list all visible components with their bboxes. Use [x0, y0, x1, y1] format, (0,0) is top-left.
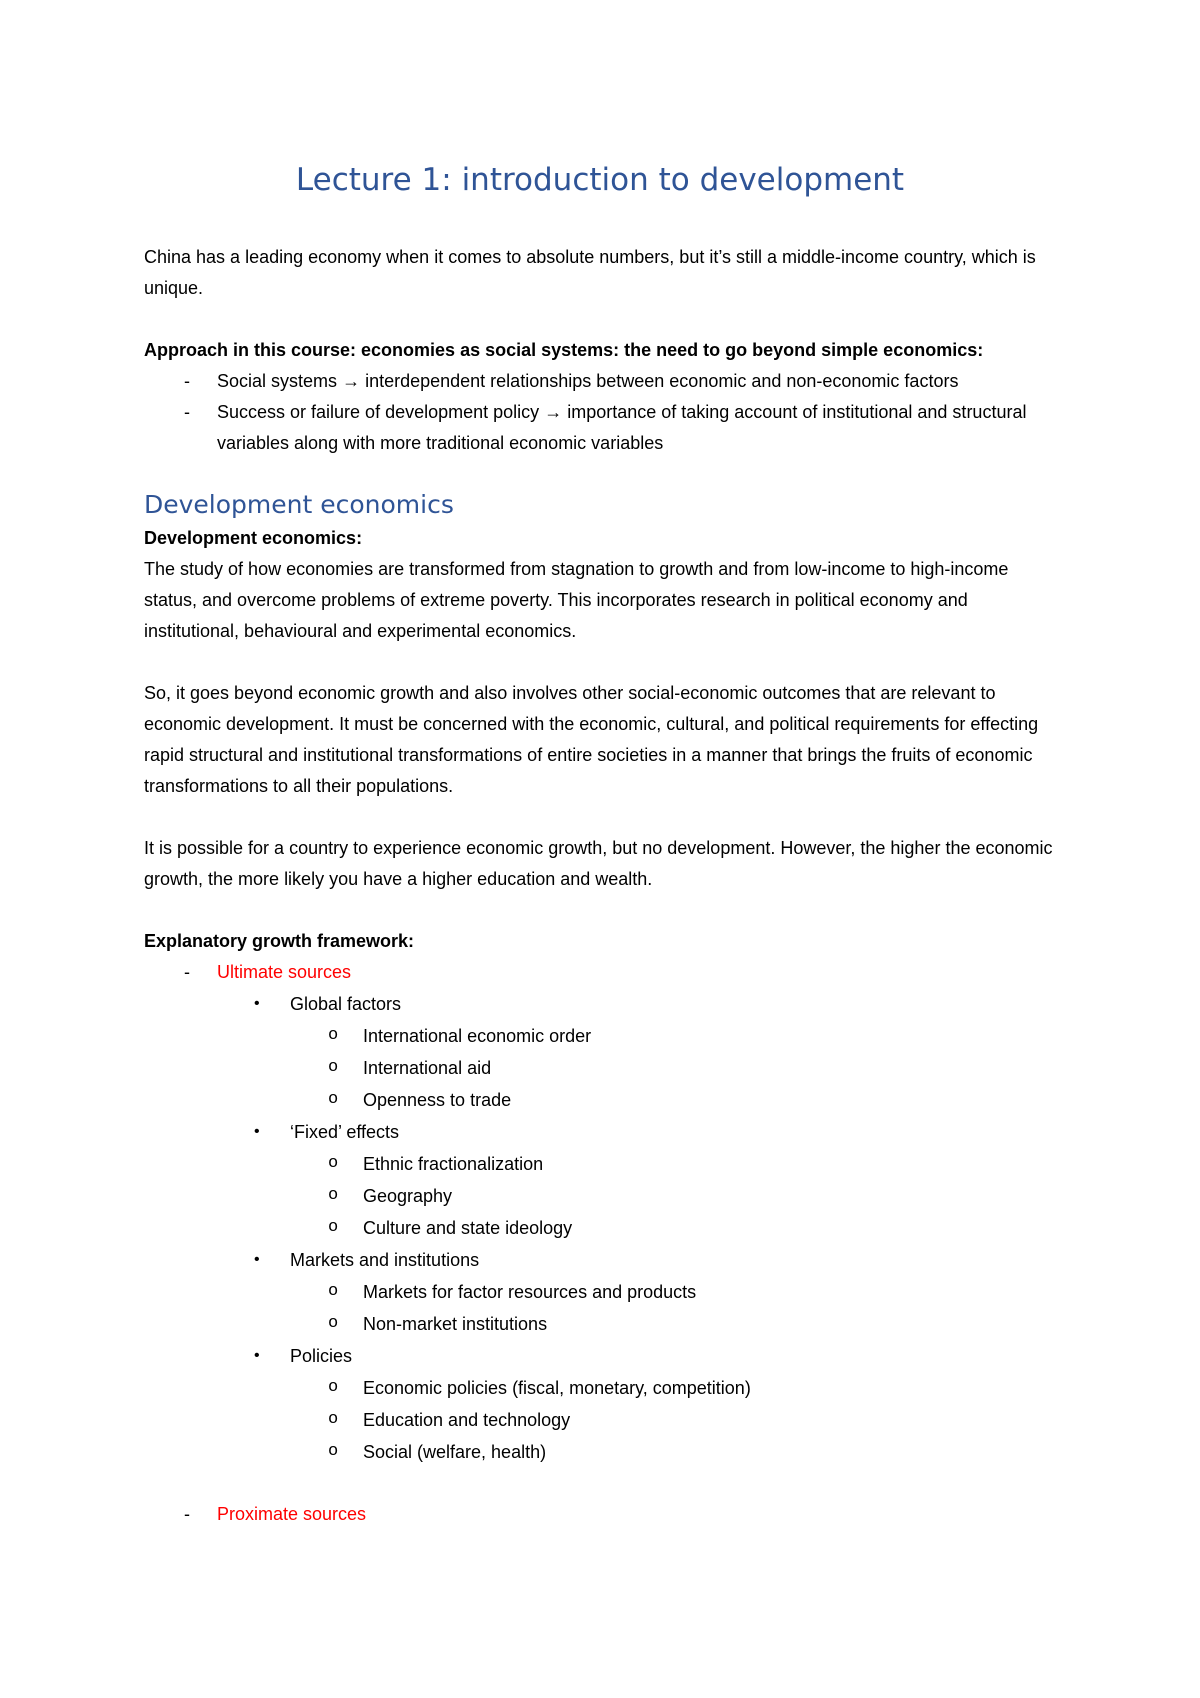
section-heading: Development economics	[144, 490, 454, 519]
intro-paragraph: China has a leading economy when it comes to absolute numbers, but it’s still a middle-income country, which is unique.	[144, 247, 1036, 298]
sub-item-text: Social (welfare, health)	[363, 1442, 547, 1462]
dash-marker: -	[184, 1504, 190, 1524]
sub-item	[144, 1148, 1064, 1180]
framework-heading: Explanatory growth framework:	[144, 931, 415, 951]
list-item-text: Success or failure of development policy	[217, 402, 540, 422]
bullet-label: Global factors	[290, 994, 402, 1014]
sub-item	[144, 1180, 1064, 1212]
list-item-text: interdependent relationships between economic and non-economic factors	[365, 371, 959, 391]
sub-item	[144, 1372, 1064, 1404]
sub-item-text: Openness to trade	[363, 1090, 512, 1110]
bullet-item	[144, 988, 1064, 1020]
sub-item-text: International aid	[363, 1058, 492, 1078]
bullet-label: Markets and institutions	[290, 1250, 480, 1270]
bullet-label: Policies	[290, 1346, 353, 1366]
sub-item-text: Non-market institutions	[363, 1314, 548, 1334]
bullet-marker: •	[254, 1123, 260, 1140]
definition-label: Development economics:	[144, 528, 363, 548]
bullet-marker: •	[254, 1251, 260, 1268]
sub-item	[144, 1020, 1064, 1052]
bullet-marker: •	[254, 995, 260, 1012]
sub-item	[144, 1052, 1064, 1084]
sub-item-text: Education and technology	[363, 1410, 571, 1430]
sub-marker: o	[328, 1378, 339, 1397]
arrow-icon: →	[342, 371, 361, 391]
bullet-marker: •	[254, 1347, 260, 1364]
sub-item-text: Markets for factor resources and products	[363, 1282, 697, 1302]
sub-item-text: Culture and state ideology	[363, 1218, 573, 1238]
dash-marker: -	[184, 371, 190, 391]
list-item	[144, 366, 1064, 397]
sub-marker: o	[328, 1314, 339, 1333]
list-item-text: importance of taking account of institutional and structural variables along with more traditional economic variables	[217, 402, 1027, 453]
bullet-item	[144, 1340, 1064, 1372]
body-paragraph: It is possible for a country to experience economic growth, but no development. However, the higher the economic growth, the more likely you have a higher education and wealth.	[144, 838, 1053, 889]
dash-marker: -	[184, 402, 190, 422]
definition-paragraph: The study of how economies are transformed from stagnation to growth and from low-income to high-income status, and overcome problems of extreme poverty. This incorporates research in political economy and institutional, behavioural and experimental economics.	[144, 559, 1009, 641]
ultimate-sources-label: Ultimate sources	[217, 962, 352, 982]
document-body	[144, 242, 1064, 1530]
sub-item	[144, 1084, 1064, 1116]
list-item	[144, 1499, 1064, 1530]
sub-marker: o	[328, 1218, 339, 1237]
sub-item-text: Economic policies (fiscal, monetary, competition)	[363, 1378, 751, 1398]
sub-item	[144, 1308, 1064, 1340]
sub-item	[144, 1404, 1064, 1436]
sub-item-text: Geography	[363, 1186, 453, 1206]
sub-item-text: Ethnic fractionalization	[363, 1154, 544, 1174]
arrow-icon: →	[544, 402, 563, 422]
list-item	[144, 397, 1064, 459]
sub-item	[144, 1436, 1064, 1468]
list-item	[144, 957, 1064, 988]
sub-item	[144, 1276, 1064, 1308]
sub-marker: o	[328, 1186, 339, 1205]
body-paragraph: So, it goes beyond economic growth and also involves other social-economic outcomes that are relevant to economic development. It must be concerned with the economic, cultural, and political requirements for effecting rapid structural and institutional transformations of entire societies in a manner that brings the fruits of economic transformations to all their populations.	[144, 683, 1039, 796]
list-item-text: Social systems	[217, 371, 338, 391]
proximate-sources-label: Proximate sources	[217, 1504, 367, 1524]
sub-marker: o	[328, 1442, 339, 1461]
sub-marker: o	[328, 1154, 339, 1173]
sub-item	[144, 1212, 1064, 1244]
bullet-item	[144, 1116, 1064, 1148]
bullet-label: ‘Fixed’ effects	[290, 1122, 400, 1142]
dash-marker: -	[184, 962, 190, 982]
sub-marker: o	[328, 1282, 339, 1301]
sub-marker: o	[328, 1058, 339, 1077]
sub-marker: o	[328, 1410, 339, 1429]
approach-heading: Approach in this course: economies as social systems: the need to go beyond simple economics:	[144, 340, 984, 360]
sub-marker: o	[328, 1090, 339, 1109]
sub-item-text: International economic order	[363, 1026, 592, 1046]
bullet-item	[144, 1244, 1064, 1276]
sub-marker: o	[328, 1026, 339, 1045]
page-title: Lecture 1: introduction to development	[295, 162, 905, 198]
